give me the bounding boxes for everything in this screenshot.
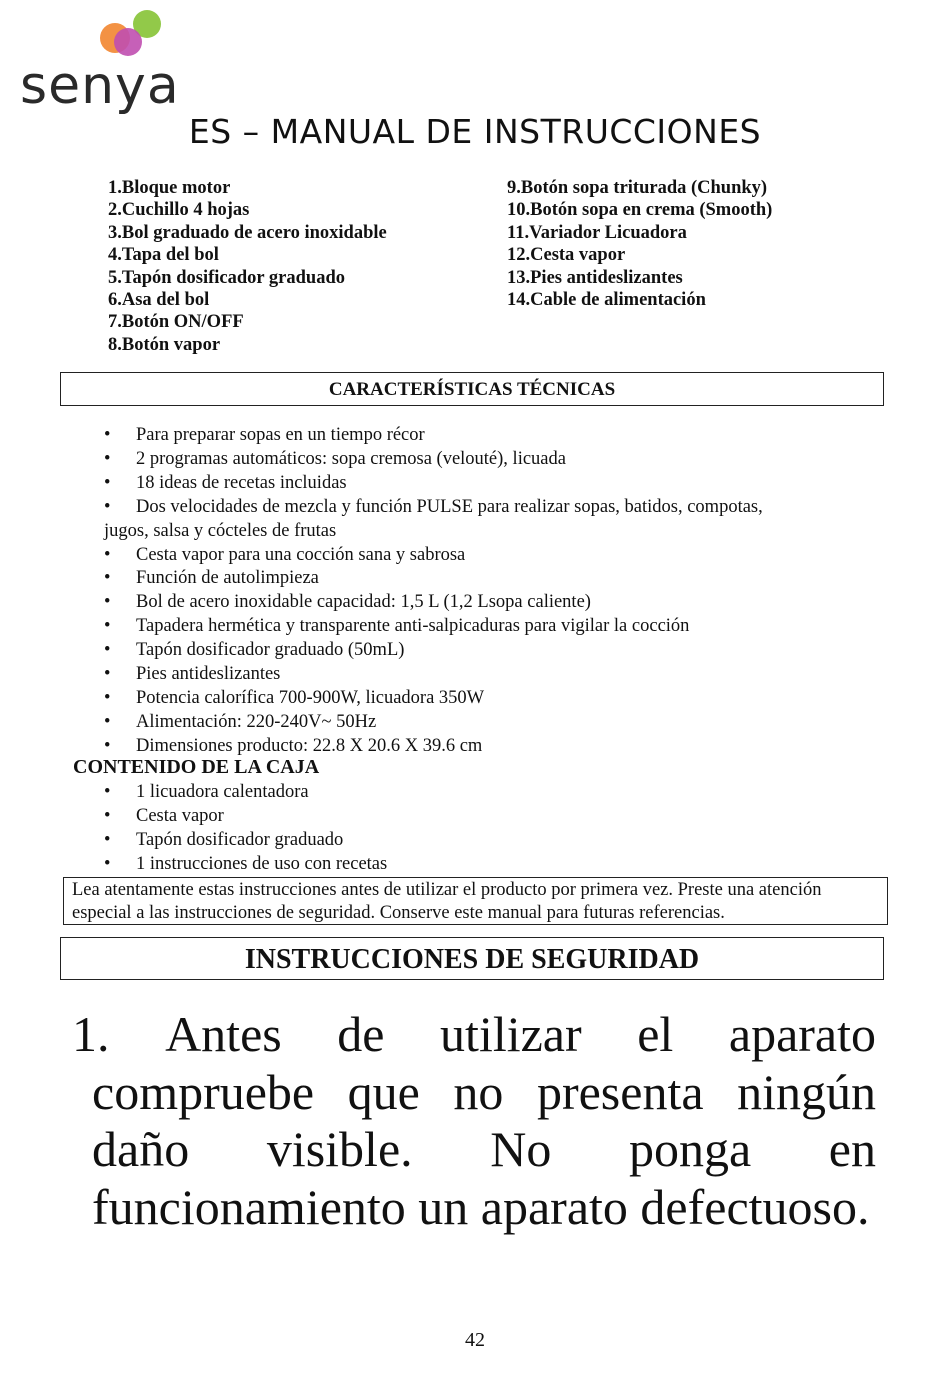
list-item: • Función de autolimpieza xyxy=(104,567,894,591)
bullet-icon: • xyxy=(104,544,111,565)
list-item-continuation: jugos, salsa y cócteles de frutas xyxy=(104,520,337,541)
bullet-icon: • xyxy=(104,664,111,685)
instruction-line: 1. Antes de utilizar el aparato xyxy=(72,1006,876,1062)
box-contents-list xyxy=(104,781,894,877)
bullet-icon: • xyxy=(104,735,111,756)
list-item: • Bol de acero inoxidable capacidad: 1,5 L (1,2 Lsopa caliente) xyxy=(104,591,894,615)
part-item: 8.Botón vapor xyxy=(108,334,221,355)
bullet-icon: • xyxy=(104,425,111,445)
manual-title: ES – MANUAL DE INSTRUCCIONES xyxy=(188,112,762,151)
list-item: • 2 programas automáticos: sopa cremosa (velouté), licuada xyxy=(104,448,894,472)
list-item: • Dos velocidades de mezcla y función PULSE para realizar sopas, batidos, compotas, xyxy=(104,496,894,520)
instruction-line: daño visible. No ponga en xyxy=(92,1121,876,1177)
list-item: • 1 instrucciones de uso con recetas xyxy=(104,853,894,877)
list-item: • 18 ideas de recetas incluidas xyxy=(104,472,894,496)
safety-instructions-heading: INSTRUCCIONES DE SEGURIDAD xyxy=(60,937,884,980)
bullet-icon: • xyxy=(104,711,111,732)
instruction-number: 1. xyxy=(72,1006,110,1062)
part-item: 1.Bloque motor xyxy=(108,178,231,198)
part-item: 9.Botón sopa triturada (Chunky) xyxy=(507,178,768,198)
bullet-icon: • xyxy=(104,687,111,708)
list-item: • Alimentación: 220-240V~ 50Hz xyxy=(104,711,894,735)
parts-list-right xyxy=(507,177,772,311)
tech-specs-heading: CARACTERÍSTICAS TÉCNICAS xyxy=(60,372,884,406)
part-item: 4.Tapa del bol xyxy=(108,245,219,266)
bullet-icon: • xyxy=(104,496,111,517)
part-item: 14.Cable de alimentación xyxy=(507,290,706,311)
part-item: 10.Botón sopa en crema (Smooth) xyxy=(507,200,773,221)
instruction-line: compruebe que no presenta ningún xyxy=(92,1063,876,1120)
list-item: • Para preparar sopas en un tiempo récor xyxy=(104,424,894,448)
features-list xyxy=(104,424,894,759)
list-item: • Dimensiones producto: 22.8 X 20.6 X 39.6 cm xyxy=(104,735,894,759)
bullet-icon: • xyxy=(104,592,111,613)
part-item: 2.Cuchillo 4 hojas xyxy=(108,200,250,221)
bullet-icon: • xyxy=(104,448,111,469)
list-item: • Potencia calorífica 700-900W, licuadora 350W xyxy=(104,687,894,711)
bullet-icon: • xyxy=(104,568,111,589)
read-instructions-notice: Lea atentamente estas instrucciones antes de utilizar el producto por primera vez. Preste una atención especial a las instrucciones de seguridad. Conserve este manual para futuras referencias. xyxy=(63,877,888,925)
logo-wordmark: senya xyxy=(20,56,180,116)
part-item: 5.Tapón dosificador graduado xyxy=(108,267,345,288)
list-item: • Tapón dosificador graduado (50mL) xyxy=(104,639,894,663)
bullet-icon: • xyxy=(104,829,111,850)
list-item: • Pies antideslizantes xyxy=(104,663,894,687)
part-item: 11.Variador Licuadora xyxy=(507,222,687,243)
page-number: 42 xyxy=(465,1329,485,1351)
box-contents-heading: CONTENIDO DE LA CAJA xyxy=(73,756,320,778)
instruction-line: funcionamiento un aparato defectuoso. xyxy=(92,1178,870,1235)
list-item: • Tapadera hermética y transparente anti-salpicaduras para vigilar la cocción xyxy=(104,615,894,639)
list-item: • Cesta vapor xyxy=(104,805,894,829)
list-item: • Cesta vapor para una cocción sana y sabrosa xyxy=(104,544,894,568)
list-item: • Tapón dosificador graduado xyxy=(104,829,894,853)
bullet-icon: • xyxy=(104,805,111,826)
part-item: 6.Asa del bol xyxy=(108,290,210,311)
part-item: 3.Bol graduado de acero inoxidable xyxy=(108,222,387,243)
bullet-icon: • xyxy=(104,853,111,874)
bullet-icon: • xyxy=(104,640,111,661)
senya-logo xyxy=(18,8,188,116)
safety-instruction-1 xyxy=(72,1006,876,1236)
bullet-icon: • xyxy=(104,472,111,493)
part-item: 12.Cesta vapor xyxy=(507,245,626,266)
parts-list-left xyxy=(108,177,387,356)
bullet-icon: • xyxy=(104,782,111,802)
list-item: • 1 licuadora calentadora xyxy=(104,781,894,805)
part-item: 7.Botón ON/OFF xyxy=(108,312,244,333)
part-item: 13.Pies antideslizantes xyxy=(507,267,683,288)
bullet-icon: • xyxy=(104,616,111,637)
